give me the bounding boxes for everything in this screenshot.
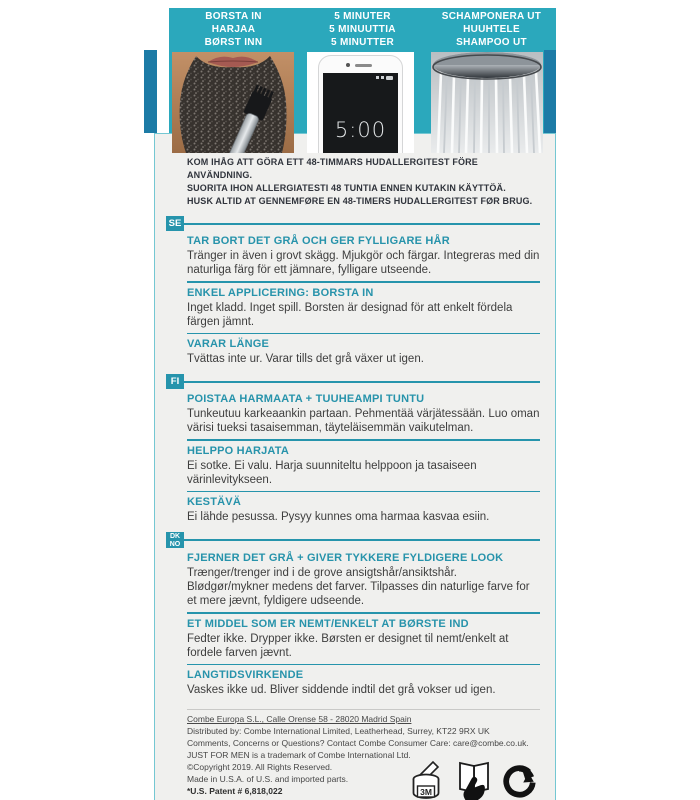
consumer-care-line: Comments, Concerns or Questions? Contact Combe Consumer Care: care@combe.co.uk. [187,738,529,748]
benefit-body: Tunkeutuu karkeaankin partaan. Pehmentää värjätessään. Luo oman värisi tueksi tasaisemman, täyteläisemmän vaikutelman. [187,408,540,434]
right-side-flap [544,50,556,133]
warning-line-dk: HUSK ALTID AT GENNEMFØRE EN 48-TIMERS HUDALLERGITEST FØR BRUG. [187,196,533,206]
section-dk-no [166,532,540,697]
patent-line: *U.S. Patent # 6,818,022 [187,786,283,796]
step-3-shampoo-out-label [427,10,556,49]
step-2-line-2: 5 MINUUTTIA [329,23,396,35]
step-2-line-1: 5 MINUTER [334,10,391,22]
benefit-heading: POISTAA HARMAATA + TUUHEAMPI TUNTU [187,393,425,405]
period-after-opening-3m-icon [411,759,448,800]
package [144,0,556,800]
warning-line-se: KOM IHÅG ATT GÖRA ETT 48-TIMMARS HUDALLERGITEST FÖRE ANVÄNDNING. [187,157,478,180]
phone-screen [323,73,398,153]
section-se [166,216,540,366]
step-2-line-3: 5 MINUTTER [331,36,394,48]
distributor-line: Distributed by: Combe International Limited, Leatherhead, Surrey, KT22 9RX UK [187,726,490,736]
footer-divider [187,709,540,710]
benefit-body: Inget kladd. Inget spill. Borsten är designad för att enkelt fördela färgen jämnt. [187,301,513,328]
phone-body [318,55,403,153]
divider-rule [187,664,540,666]
section-rule [184,223,540,225]
language-tag-dk-no [166,532,184,548]
step-2-five-minutes-label [298,10,427,49]
steps-header [169,8,556,50]
language-tag-se [166,216,184,231]
tag-label: FI [170,376,180,387]
copyright-line: ©Copyright 2019. All Rights Reserved. [187,762,333,772]
benefit-heading: KESTÄVÄ [187,496,241,508]
step-3-line-2: HUUHTELE [463,23,520,35]
step-1-line-3: BØRST INN [204,36,263,48]
divider-rule [187,612,540,614]
section-fi [166,374,540,524]
language-tag-fi [166,374,184,389]
made-in-line: Made in U.S.A. of U.S. and imported parts. [187,774,349,784]
phone-camera-dot [346,63,350,67]
benefit-body: Tränger in även i grovt skägg. Mjukgör och färgar. Integreras med din naturliga färg för ett jämnare, fylligare utseende. [187,250,540,276]
read-leaflet-icon [454,761,494,800]
benefit-body: Ei sotke. Ei valu. Harja suunniteltu helppoon ja tasaiseen värinlevitykseen. [187,459,477,486]
step-images [144,50,556,142]
left-side-flap [144,50,157,133]
divider-rule [187,333,540,335]
beard-brush-photo [172,52,294,153]
phone-status-icons [376,76,393,80]
step-3-line-1: SCHAMPONERA UT [441,10,542,22]
legal-footer [187,709,540,797]
tag-label-dk: DK [169,533,181,540]
manufacturer-address: Combe Europa S.L., Calle Orense 58 - 28020 Madrid Spain [187,714,412,724]
benefit-heading: ET MIDDEL SOM ER NEMT/ENKELT AT BØRSTE IND [187,617,469,630]
step-1-brush-in-label [169,10,298,49]
step-1-line-2: HARJAA [211,23,256,35]
shower-photo [431,52,543,153]
divider-rule [187,439,540,441]
divider-rule [187,281,540,283]
phone-speaker [355,64,372,67]
benefit-body: Ei lähde pesussa. Pysyy kunnes oma harmaa kasvaa esiin. [187,511,490,523]
divider-rule [187,491,540,493]
benefit-body: Vaskes ikke ud. Bliver siddende indtil det grå vokser ud igen. [187,684,496,696]
benefit-body: Fedter ikke. Drypper ikke. Børsten er designet til nemt/enkelt at fordele farven jævnt. [187,632,509,659]
timer-value: 5:00 [334,117,387,142]
benefit-heading: LANGTIDSVIRKENDE [187,669,304,681]
timer-phone-photo [307,52,414,153]
tag-label-no: NO [169,541,181,548]
benefit-heading: ENKEL APPLICERING: BORSTA IN [187,286,374,299]
pao-3m-label: 3M [420,787,432,797]
warning-line-fi: SUORITA IHON ALLERGIATESTI 48 TUNTIA ENNEN KUTAKIN KÄYTTÖÄ. [187,183,506,193]
green-dot-recycling-icon [500,763,538,800]
section-rule [184,539,540,541]
step-1-line-1: BORSTA IN [205,10,262,22]
benefit-heading: TAR BORT DET GRÅ OCH GER FYLLIGARE HÅR [187,235,450,247]
packaging-symbols [411,759,538,800]
benefit-heading: FJERNER DET GRÅ + GIVER TYKKERE FYLDIGERE LOOK [187,552,504,564]
step-3-line-3: SHAMPOO UT [456,36,527,48]
allergy-warning [187,156,540,208]
info-panel [154,133,556,800]
benefit-heading: HELPPO HARJATA [187,444,290,457]
benefit-body: Tvättas inte ur. Varar tills det grå växer ut igen. [187,353,424,365]
benefit-heading: VARAR LÄNGE [187,338,270,350]
benefit-body: Trænger/trenger ind i de grove ansigtshår/ansiktshår. Blødgør/mykner medens det farver. Tilpasses din naturlige farve for et mere jævnt, fyldigere udseende. [187,567,530,607]
tag-label: SE [168,218,182,229]
trademark-line: JUST FOR MEN is a trademark of Combe International Ltd. [187,750,411,760]
section-rule [184,381,540,383]
